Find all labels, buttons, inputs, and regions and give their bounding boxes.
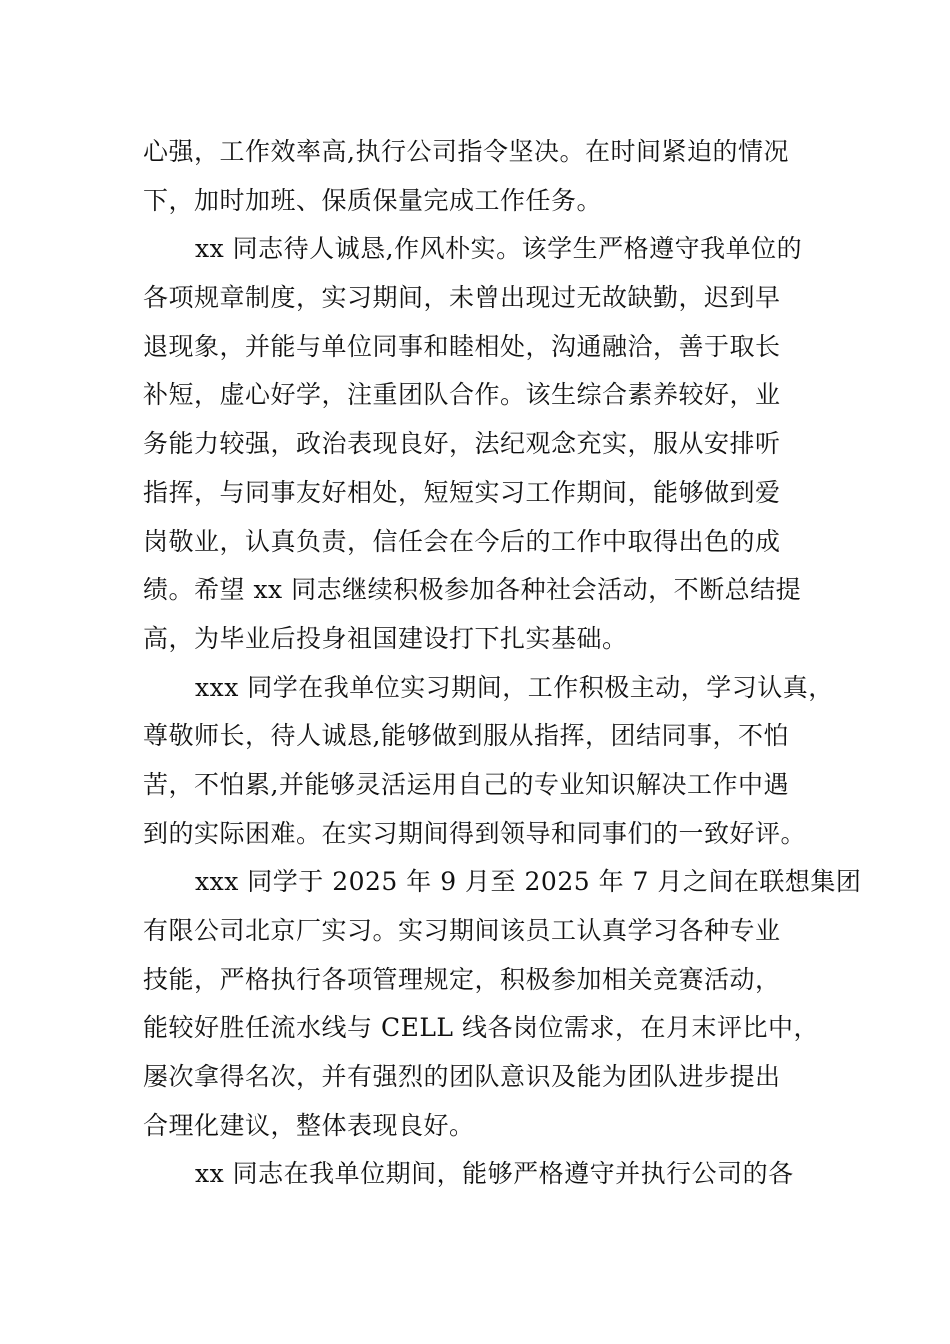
text-line: 指挥，与同事友好相处，短短实习工作期间，能够做到爱 [143, 477, 781, 507]
text-line: 岗敬业，认真负责，信任会在今后的工作中取得出色的成 [143, 526, 781, 556]
text-line: 技能，严格执行各项管理规定，积极参加相关竞赛活动， [143, 964, 781, 994]
text-line: 合理化建议，整体表现良好。 [143, 1110, 475, 1140]
text-line: 屡次拿得名次，并有强烈的团队意识及能为团队进步提出 [143, 1062, 781, 1092]
text-line: 高，为毕业后投身祖国建设打下扎实基础。 [143, 623, 628, 653]
text-line: 尊敬师长，待人诚恳,能够做到服从指挥，团结同事，不怕 [143, 721, 789, 751]
text-line: 绩。希望 xx 同志继续积极参加各种社会活动，不断总结提 [143, 575, 802, 605]
document-body [143, 128, 862, 1199]
text-line: 下，加时加班、保质保量完成工作任务。 [143, 185, 603, 215]
text-line: 退现象，并能与单位同事和睦相处，沟通融洽，善于取长 [143, 331, 781, 361]
text-line: 到的实际困难。在实习期间得到领导和同事们的一致好评。 [143, 818, 807, 848]
text-line: 有限公司北京厂实习。实习期间该员工认真学习各种专业 [143, 916, 781, 945]
text-line: 苦，不怕累,并能够灵活运用自己的专业知识解决工作中遇 [143, 769, 789, 799]
text-line: 务能力较强，政治表现良好，法纪观念充实，服从安排听 [143, 429, 781, 459]
paragraph-first-line: xxx 同学于 2025 年 9 月至 2025 年 7 月之间在联想集团 [195, 867, 862, 897]
text-line: 各项规章制度，实习期间，未曾出现过无故缺勤，迟到早 [143, 283, 781, 313]
text-line: 补短，虚心好学，注重团队合作。该生综合素养较好，业 [143, 380, 781, 410]
paragraph-first-line: xx 同志待人诚恳,作风朴实。该学生严格遵守我单位的 [195, 234, 803, 264]
text-line: 心强，工作效率高,执行公司指令坚决。在时间紧迫的情况 [143, 137, 789, 166]
paragraph-first-line: xx 同志在我单位期间，能够严格遵守并执行公司的各 [195, 1159, 794, 1189]
text-line: 能较好胜任流水线与 CELL 线各岗位需求，在月末评比中， [143, 1013, 819, 1043]
paragraph-first-line: xxx 同学在我单位实习期间，工作积极主动，学习认真， [195, 672, 834, 702]
